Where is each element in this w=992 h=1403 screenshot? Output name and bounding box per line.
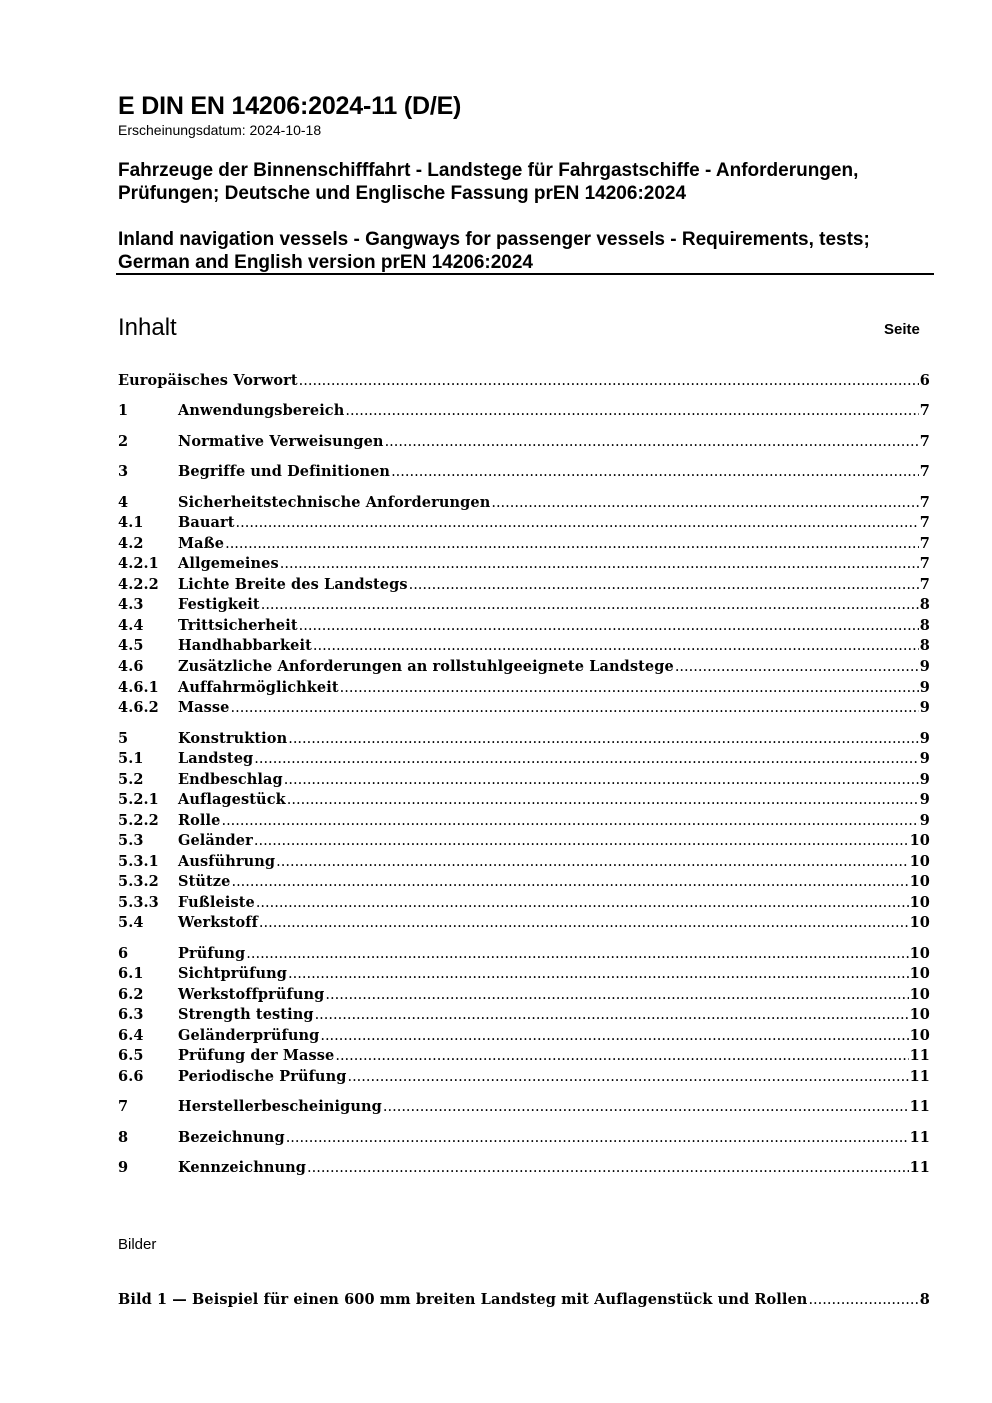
toc-entry-label: Stütze (178, 873, 231, 890)
toc-entry-page: 7 (919, 433, 930, 450)
toc-leader (345, 401, 918, 421)
toc-entry-6-5[interactable] (118, 1046, 930, 1066)
toc-entry-7[interactable] (118, 1097, 930, 1117)
toc-entry-page: 9 (919, 750, 930, 767)
toc-entry-page: 10 (909, 894, 930, 911)
toc-entry-page: 7 (919, 402, 930, 419)
toc-entry-number: 4.2.2 (118, 576, 159, 593)
toc-entry-5[interactable] (118, 729, 930, 749)
toc-entry-page: 10 (909, 986, 930, 1003)
toc-leader (313, 636, 919, 656)
toc-entry-number: 4.1 (118, 514, 144, 531)
toc-entry-label: Auflagestück (178, 791, 286, 808)
toc-entry-5-3[interactable] (118, 831, 930, 851)
toc-entry-number: 5.4 (118, 914, 144, 931)
header-divider (116, 273, 934, 275)
toc-leader (287, 790, 919, 810)
toc-entry-page: 6 (919, 372, 930, 389)
toc-page-column-heading: Seite (884, 321, 920, 338)
toc-leader (320, 1026, 908, 1046)
toc-entry-page: 10 (909, 1027, 930, 1044)
toc-entry-foreword[interactable] (118, 371, 930, 391)
toc-entry-5-2-1[interactable] (118, 790, 930, 810)
toc-leader (385, 432, 919, 452)
toc-entry-page: 7 (919, 576, 930, 593)
toc-leader (276, 852, 908, 872)
toc-entry-4-2[interactable] (118, 534, 930, 554)
toc-entry-9[interactable] (118, 1158, 930, 1178)
toc-entry-page: 9 (919, 791, 930, 808)
toc-entry-number: 5.2 (118, 771, 144, 788)
toc-leader (315, 1005, 909, 1025)
toc-entry-number: 6.3 (118, 1006, 144, 1023)
toc-entry-label: Normative Verweisungen (178, 433, 384, 450)
toc-leader (299, 371, 919, 391)
toc-leader (808, 1290, 918, 1310)
toc-entry-6-6[interactable] (118, 1067, 930, 1087)
toc-entry-4-1[interactable] (118, 513, 930, 533)
toc-entry-number: 4.2.1 (118, 555, 159, 572)
toc-entry-page: 11 (909, 1098, 930, 1115)
toc-entry-page: 11 (909, 1159, 930, 1176)
toc-entry-label: Fußleiste (178, 894, 255, 911)
toc-entry-page: 11 (909, 1068, 930, 1085)
toc-leader (307, 1158, 909, 1178)
toc-leader (236, 513, 919, 533)
title-english-line-2: German and English version prEN 14206:2024 (118, 252, 534, 273)
toc-entry-label: Europäisches Vorwort (118, 372, 298, 389)
toc-entry-label: Auffahrmöglichkeit (178, 679, 339, 696)
toc-entry-label: Bauart (178, 514, 235, 531)
toc-leader (231, 698, 919, 718)
toc-entry-4[interactable] (118, 493, 930, 513)
toc-entry-label: Maße (178, 535, 225, 552)
toc-leader (254, 831, 909, 851)
toc-entry-number: 4 (118, 494, 129, 511)
toc-entry-number: 5.3.2 (118, 873, 159, 890)
toc-entry-5-3-3[interactable] (118, 893, 930, 913)
toc-entry-4-6-1[interactable] (118, 678, 930, 698)
toc-entry-page: 11 (909, 1047, 930, 1064)
toc-entry-number: 2 (118, 433, 129, 450)
toc-entry-4-6[interactable] (118, 657, 930, 677)
toc-entry-number: 9 (118, 1159, 129, 1176)
toc-entry-page: 10 (909, 945, 930, 962)
toc-entry-number: 6.4 (118, 1027, 144, 1044)
toc-entry-label: Ausführung (178, 853, 276, 870)
toc-leader (675, 657, 919, 677)
toc-entry-label: Herstellerbescheinigung (178, 1098, 382, 1115)
toc-entry-label: Festigkeit (178, 596, 260, 613)
title-german-line-1: Fahrzeuge der Binnenschifffahrt - Landstege für Fahrgastschiffe - Anforderungen, (118, 160, 859, 181)
toc-entry-number: 8 (118, 1129, 129, 1146)
toc-heading: Inhalt (118, 314, 177, 341)
toc-entry-6-2[interactable] (118, 985, 930, 1005)
toc-leader (391, 462, 919, 482)
toc-leader (383, 1097, 909, 1117)
publication-date: Erscheinungsdatum: 2024-10-18 (118, 122, 322, 138)
toc-entry-label: Prüfung der Masse (178, 1047, 335, 1064)
toc-entry-label: Allgemeines (178, 555, 279, 572)
toc-entry-page: 10 (909, 832, 930, 849)
toc-entry-label: Landsteg (178, 750, 254, 767)
toc-entry-number: 4.6.2 (118, 699, 159, 716)
toc-entry-1[interactable] (118, 401, 930, 421)
toc-leader (254, 749, 919, 769)
toc-entry-number: 6 (118, 945, 129, 962)
toc-entry-5-3-2[interactable] (118, 872, 930, 892)
toc-leader (225, 534, 919, 554)
toc-entry-number: 5 (118, 730, 129, 747)
toc-entry-label: Periodische Prüfung (178, 1068, 347, 1085)
toc-entry-number: 4.6 (118, 658, 144, 675)
toc-entry-number: 4.2 (118, 535, 144, 552)
toc-entry-page: 9 (919, 730, 930, 747)
toc-entry-page: 8 (919, 637, 930, 654)
toc-leader (288, 729, 919, 749)
toc-entry-label: Endbeschlag (178, 771, 283, 788)
toc-entry-6-4[interactable] (118, 1026, 930, 1046)
toc-entry-label: Bezeichnung (178, 1129, 285, 1146)
toc-entry-page: 8 (919, 617, 930, 634)
title-german (118, 159, 938, 205)
toc-entry-page: 11 (909, 1129, 930, 1146)
document-id: E DIN EN 14206:2024-11 (D/E) (118, 92, 462, 120)
toc-entry-4-4[interactable] (118, 616, 930, 636)
toc-entry-page: 10 (909, 853, 930, 870)
toc-entry-label: Lichte Breite des Landstegs (178, 576, 408, 593)
toc-entry-number: 4.4 (118, 617, 144, 634)
toc-entry-label: Kennzeichnung (178, 1159, 306, 1176)
toc-leader (256, 893, 909, 913)
toc-entry-label: Sicherheitstechnische Anforderungen (178, 494, 491, 511)
toc-entry-page: 9 (919, 699, 930, 716)
toc-entry-number: 4.6.1 (118, 679, 159, 696)
toc-entry-label: Werkstoffprüfung (178, 986, 325, 1003)
toc-leader (261, 595, 919, 615)
toc-entry-label: Werkstoff (178, 914, 258, 931)
toc-entry-number: 3 (118, 463, 129, 480)
toc-entry-page: 7 (919, 494, 930, 511)
toc-leader (280, 554, 919, 574)
toc-entry-6-3[interactable] (118, 1005, 930, 1025)
toc-entry-label: Trittsicherheit (178, 617, 298, 634)
figure-entry-page: 8 (919, 1291, 930, 1308)
toc-entry-4-3[interactable] (118, 595, 930, 615)
toc-entry-number: 5.3 (118, 832, 144, 849)
toc-leader (284, 770, 919, 790)
toc-entry-label: Begriffe und Definitionen (178, 463, 391, 480)
toc-entry-page: 7 (919, 535, 930, 552)
toc-entry-5-1[interactable] (118, 749, 930, 769)
toc-entry-number: 6.2 (118, 986, 144, 1003)
toc-entry-label: Zusätzliche Anforderungen an rollstuhlgeeignete Landstege (178, 658, 674, 675)
toc-leader (491, 493, 918, 513)
toc-leader (231, 872, 908, 892)
toc-entry-number: 5.3.3 (118, 894, 159, 911)
toc-entry-3[interactable] (118, 462, 930, 482)
toc-entry-label: Sichtprüfung (178, 965, 288, 982)
toc-entry-label: Konstruktion (178, 730, 288, 747)
toc-entry-2[interactable] (118, 432, 930, 452)
toc-entry-5-2-2[interactable] (118, 811, 930, 831)
figure-entry-1[interactable] (118, 1290, 930, 1310)
toc-leader (299, 616, 919, 636)
title-english-line-1: Inland navigation vessels - Gangways for passenger vessels - Requirements, tests; (118, 229, 870, 250)
toc-leader (347, 1067, 908, 1087)
toc-entry-page: 10 (909, 914, 930, 931)
toc-entry-number: 4.3 (118, 596, 144, 613)
toc-entry-page: 10 (909, 965, 930, 982)
figures-heading: Bilder (118, 1236, 157, 1253)
toc-entry-6-1[interactable] (118, 964, 930, 984)
toc-entry-number: 5.3.1 (118, 853, 159, 870)
toc-entry-page: 9 (919, 771, 930, 788)
toc-entry-6[interactable] (118, 944, 930, 964)
toc-entry-number: 7 (118, 1098, 129, 1115)
toc-entry-label: Strength testing (178, 1006, 314, 1023)
toc-entry-5-2[interactable] (118, 770, 930, 790)
toc-entry-4-2-2[interactable] (118, 575, 930, 595)
toc-entry-number: 6.6 (118, 1068, 144, 1085)
toc-entry-label: Handhabbarkeit (178, 637, 312, 654)
toc-entry-4-5[interactable] (118, 636, 930, 656)
toc-entry-page: 9 (919, 658, 930, 675)
toc-entry-5-3-1[interactable] (118, 852, 930, 872)
toc-leader (325, 985, 908, 1005)
toc-entry-label: Masse (178, 699, 230, 716)
toc-leader (221, 811, 918, 831)
toc-entry-page: 7 (919, 463, 930, 480)
toc-entry-label: Rolle (178, 812, 221, 829)
figure-entry-label: Bild 1 — Beispiel für einen 600 mm breiten Landsteg mit Auflagenstück und Rollen (118, 1291, 808, 1308)
toc-leader (286, 1128, 909, 1148)
toc-leader (288, 964, 909, 984)
toc-entry-number: 6.1 (118, 965, 144, 982)
toc-leader (246, 944, 908, 964)
toc-entry-page: 10 (909, 873, 930, 890)
toc-leader (409, 575, 919, 595)
toc-entry-4-2-1[interactable] (118, 554, 930, 574)
toc-entry-page: 7 (919, 555, 930, 572)
toc-entry-page: 7 (919, 514, 930, 531)
toc-entry-4-6-2[interactable] (118, 698, 930, 718)
toc-entry-number: 5.2.2 (118, 812, 159, 829)
toc-entry-label: Prüfung (178, 945, 246, 962)
toc-entry-5-4[interactable] (118, 913, 930, 933)
toc-leader (340, 678, 919, 698)
toc-entry-page: 10 (909, 1006, 930, 1023)
toc-entry-page: 9 (919, 812, 930, 829)
toc-entry-number: 6.5 (118, 1047, 144, 1064)
toc-leader (335, 1046, 908, 1066)
title-english (118, 228, 938, 274)
toc-entry-label: Geländer (178, 832, 253, 849)
toc-leader (259, 913, 909, 933)
toc-entry-8[interactable] (118, 1128, 930, 1148)
toc-entry-number: 4.5 (118, 637, 144, 654)
toc-entry-number: 5.2.1 (118, 791, 159, 808)
toc-entry-label: Geländerprüfung (178, 1027, 320, 1044)
toc-entry-number: 1 (118, 402, 129, 419)
title-german-line-2: Prüfungen; Deutsche und Englische Fassung prEN 14206:2024 (118, 183, 687, 204)
toc-entry-label: Anwendungsbereich (178, 402, 345, 419)
toc-entry-page: 8 (919, 596, 930, 613)
toc-entry-number: 5.1 (118, 750, 144, 767)
toc-entry-page: 9 (919, 679, 930, 696)
